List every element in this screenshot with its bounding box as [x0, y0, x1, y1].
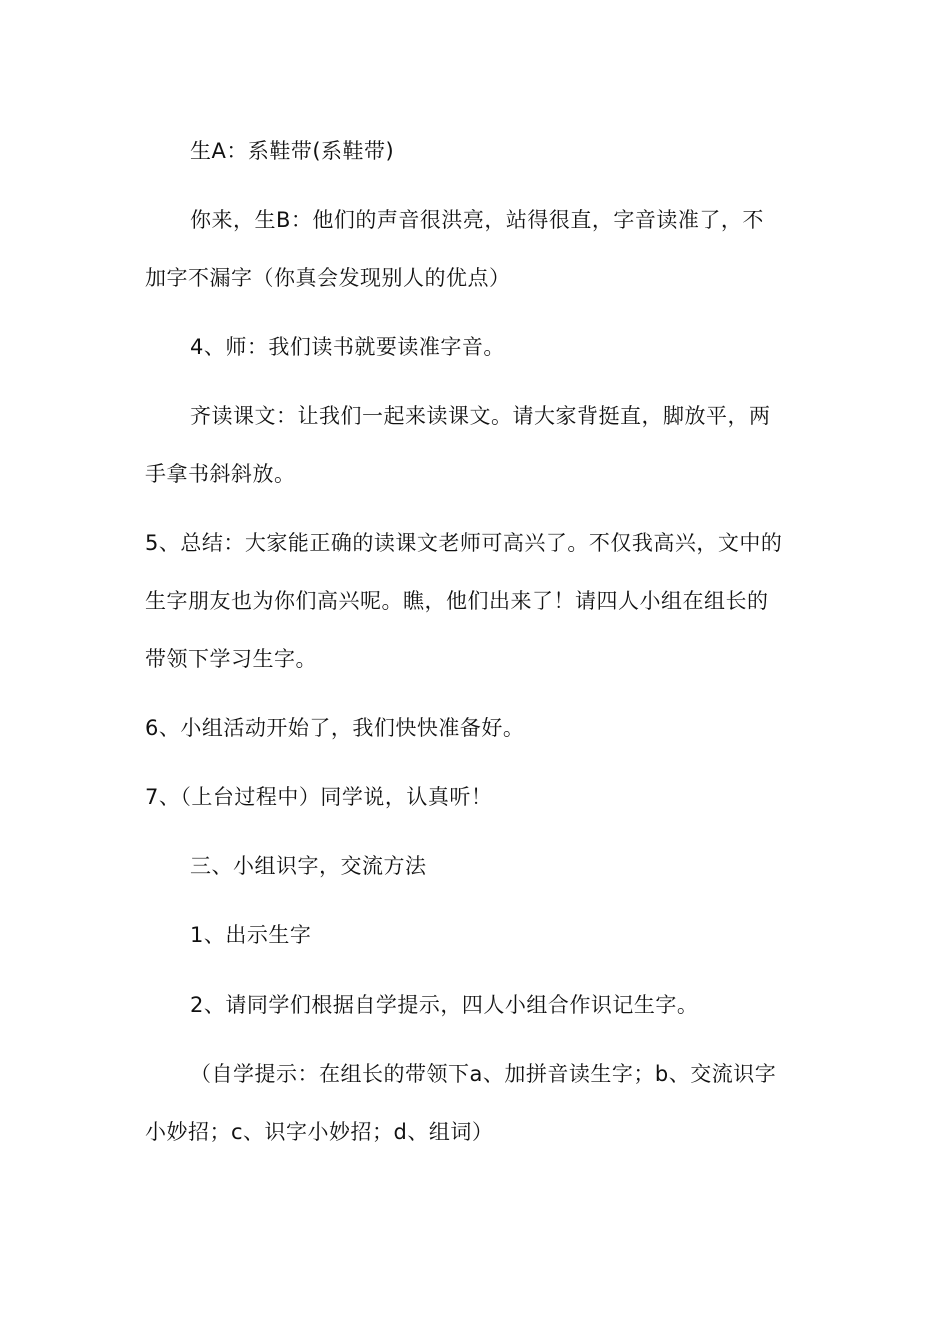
text-line: 手拿书斜斜放。	[145, 462, 296, 486]
text-line: 带领下学习生字。	[145, 647, 317, 671]
text-line: 生A：系鞋带(系鞋带)	[190, 139, 395, 163]
text-line: 5、总结：大家能正确的读课文老师可高兴了。不仅我高兴，文中的	[145, 531, 783, 555]
text-line: 齐读课文：让我们一起来读课文。请大家背挺直，脚放平，两	[190, 404, 771, 428]
text-line: 小妙招；c、识字小妙招；d、组词）	[145, 1120, 494, 1144]
text-line: 6、小组活动开始了，我们快快准备好。	[145, 716, 525, 740]
text-line: 7、（上台过程中）同学说，认真听！	[145, 785, 493, 809]
text-line: （自学提示：在组长的带领下a、加拼音读生字；b、交流识字	[190, 1062, 777, 1086]
text-line: 你来，生B：他们的声音很洪亮，站得很直，字音读准了，不	[190, 208, 764, 232]
text-line: 三、小组识字，交流方法	[190, 854, 427, 878]
text-line: 加字不漏字（你真会发现别人的优点）	[145, 266, 511, 290]
text-line: 生字朋友也为你们高兴呢。瞧，他们出来了！请四人小组在组长的	[145, 589, 769, 613]
text-line: 2、请同学们根据自学提示，四人小组合作识记生字。	[190, 993, 699, 1017]
text-line: 1、出示生字	[190, 923, 312, 947]
text-line: 4、师：我们读书就要读准字音。	[190, 335, 505, 359]
